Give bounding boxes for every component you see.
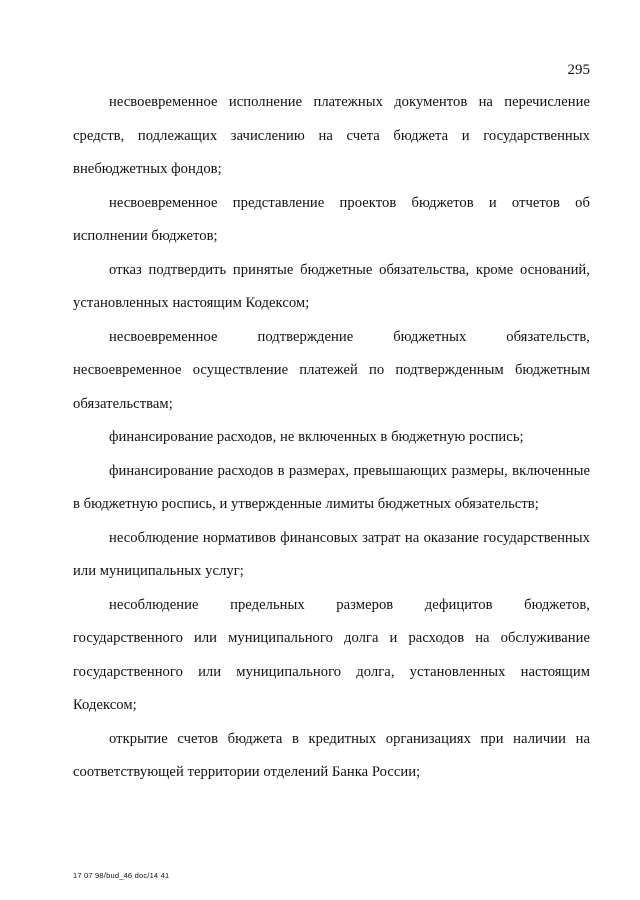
document-body bbox=[73, 86, 590, 790]
page-number: 295 bbox=[567, 62, 590, 78]
paragraph: несоблюдение предельных размеров дефицитов бюджетов, государственного или муниципального долга и расходов на обслуживание государственного или муниципального долга, установленных настоящим Кодексом; bbox=[73, 596, 590, 713]
paragraph: финансирование расходов, не включенных в бюджетную роспись; bbox=[109, 429, 524, 445]
paragraph: отказ подтвердить принятые бюджетные обязательства, кроме оснований, установленных настоящим Кодексом; bbox=[73, 261, 590, 311]
paragraph: финансирование расходов в размерах, превышающих размеры, включенные в бюджетную роспись, и утвержденные лимиты бюджетных обязательств; bbox=[73, 462, 590, 512]
paragraph: несоблюдение нормативов финансовых затрат на оказание государственных или муниципальных услуг; bbox=[73, 529, 590, 579]
paragraph: открытие счетов бюджета в кредитных организациях при наличии на соответствующей территории отделений Банка России; bbox=[73, 730, 590, 780]
paragraph: несвоевременное представление проектов бюджетов и отчетов об исполнении бюджетов; bbox=[73, 194, 590, 244]
file-reference-footer: 17 07 98/bud_46 doc/14 41 bbox=[73, 871, 170, 880]
paragraph: несвоевременное исполнение платежных документов на перечисление средств, подлежащих зачислению на счета бюджета и государственных внебюджетных фондов; bbox=[73, 94, 590, 177]
paragraph: несвоевременное подтверждение бюджетных обязательств, несвоевременное осуществление платежей по подтвержденным бюджетным обязательствам; bbox=[73, 328, 590, 412]
